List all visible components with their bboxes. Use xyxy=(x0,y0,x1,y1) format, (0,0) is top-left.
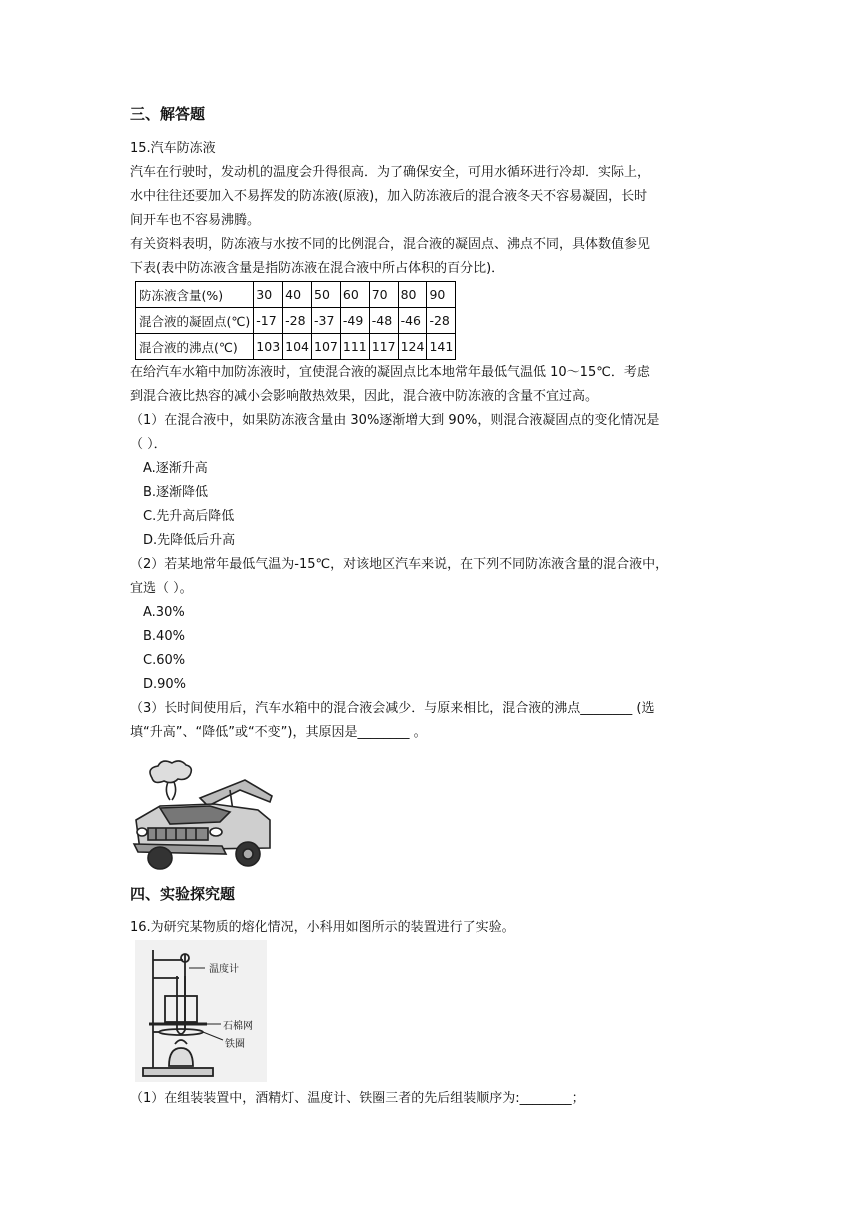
section-4-title: 四、实验探究题 xyxy=(130,885,236,903)
apparatus-figure xyxy=(135,940,267,1082)
table-row xyxy=(136,334,456,360)
q16-title: 16.为研究某物质的熔化情况，小科用如图所示的装置进行了实验。 xyxy=(130,920,515,935)
table-row xyxy=(136,308,456,334)
q15-sub3-line1: （3）长时间使用后，汽车水箱中的混合液会减少．与原来相比，混合液的沸点________ (选 xyxy=(130,701,655,716)
table-cell: 50 xyxy=(312,282,341,308)
q15-para2-line2: 下表(表中防冻液含量是指防冻液在混合液中所占体积的百分比)． xyxy=(130,261,505,276)
q15-sub3-line2: 填“升高”、“降低”或“不变”)，其原因是________ 。 xyxy=(130,725,427,740)
melting-apparatus-drawing xyxy=(135,940,267,1082)
table-cell: -46 xyxy=(398,308,427,334)
q15-sub1-line1: （1）在混合液中，如果防冻液含量由 30%逐渐增大到 90%，则混合液凝固点的变化情况是 xyxy=(130,413,660,428)
table-cell: 104 xyxy=(283,334,312,360)
table-row xyxy=(136,282,456,308)
q15-sub1-option-b: B.逐渐降低 xyxy=(143,485,209,500)
q15-sub1-option-a: A.逐渐升高 xyxy=(143,461,208,476)
q15-sub2-option-d: D.90% xyxy=(143,677,187,692)
car-radiator-illustration xyxy=(130,758,275,873)
q15-para2-line1: 有关资料表明，防冻液与水按不同的比例混合，混合液的凝固点、沸点不同，具体数值参见 xyxy=(130,237,651,252)
antifreeze-table xyxy=(135,281,456,360)
q15-para3-line1: 在给汽车水箱中加防冻液时，宜使混合液的凝固点比本地常年最低气温低 10～15℃．考虑 xyxy=(130,365,650,380)
row-label: 混合液的沸点(℃) xyxy=(136,334,254,360)
table-cell: 107 xyxy=(312,334,341,360)
table-cell: 111 xyxy=(340,334,369,360)
table-cell: 117 xyxy=(369,334,398,360)
table-cell: 141 xyxy=(427,334,456,360)
section-3-title: 三、解答题 xyxy=(130,105,206,123)
table-cell: 124 xyxy=(398,334,427,360)
table-cell: 40 xyxy=(283,282,312,308)
q15-sub2-line1: （2）若某地常年最低气温为-15℃，对该地区汽车来说，在下列不同防冻液含量的混合液中， xyxy=(130,557,669,572)
table-cell: -37 xyxy=(312,308,341,334)
q15-sub2-line2: 宜选（ ）。 xyxy=(130,581,193,596)
asbestos-gauze-label: 石棉网 xyxy=(223,1021,253,1032)
table-cell: 90 xyxy=(427,282,456,308)
table-cell: -28 xyxy=(427,308,456,334)
q15-title: 15.汽车防冻液 xyxy=(130,141,216,156)
thermometer-label: 温度计 xyxy=(209,964,239,975)
table-cell: -49 xyxy=(340,308,369,334)
table-cell: 60 xyxy=(340,282,369,308)
q15-para1-line2: 水中往往还要加入不易挥发的防冻液(原液)，加入防冻液后的混合液冬天不容易凝固，长时 xyxy=(130,189,648,204)
table-cell: 80 xyxy=(398,282,427,308)
q15-sub2-option-a: A.30% xyxy=(143,605,185,620)
row-label: 防冻液含量(%) xyxy=(136,282,254,308)
q16-sub1: （1）在组装装置中，酒精灯、温度计、铁圈三者的先后组装顺序为:________； xyxy=(130,1091,585,1106)
table-cell: -17 xyxy=(254,308,283,334)
table-cell: 103 xyxy=(254,334,283,360)
q15-para3-line2: 到混合液比热容的减小会影响散热效果，因此，混合液中防冻液的含量不宜过高。 xyxy=(130,389,599,404)
q15-sub1-option-c: C.先升高后降低 xyxy=(143,509,235,524)
q15-sub1-option-d: D.先降低后升高 xyxy=(143,533,236,548)
q15-para1-line1: 汽车在行驶时，发动机的温度会升得很高．为了确保安全，可用水循环进行冷却．实际上， xyxy=(130,165,651,180)
row-label: 混合液的凝固点(℃) xyxy=(136,308,254,334)
q15-sub2-option-c: C.60% xyxy=(143,653,186,668)
table-cell: -28 xyxy=(283,308,312,334)
iron-ring-label: 铁圈 xyxy=(225,1039,245,1050)
table-cell: -48 xyxy=(369,308,398,334)
q15-sub2-option-b: B.40% xyxy=(143,629,185,644)
q15-para1-line3: 间开车也不容易沸腾。 xyxy=(130,213,261,228)
q15-sub1-line2: （ ）． xyxy=(130,437,167,452)
table-cell: 70 xyxy=(369,282,398,308)
table-cell: 30 xyxy=(254,282,283,308)
